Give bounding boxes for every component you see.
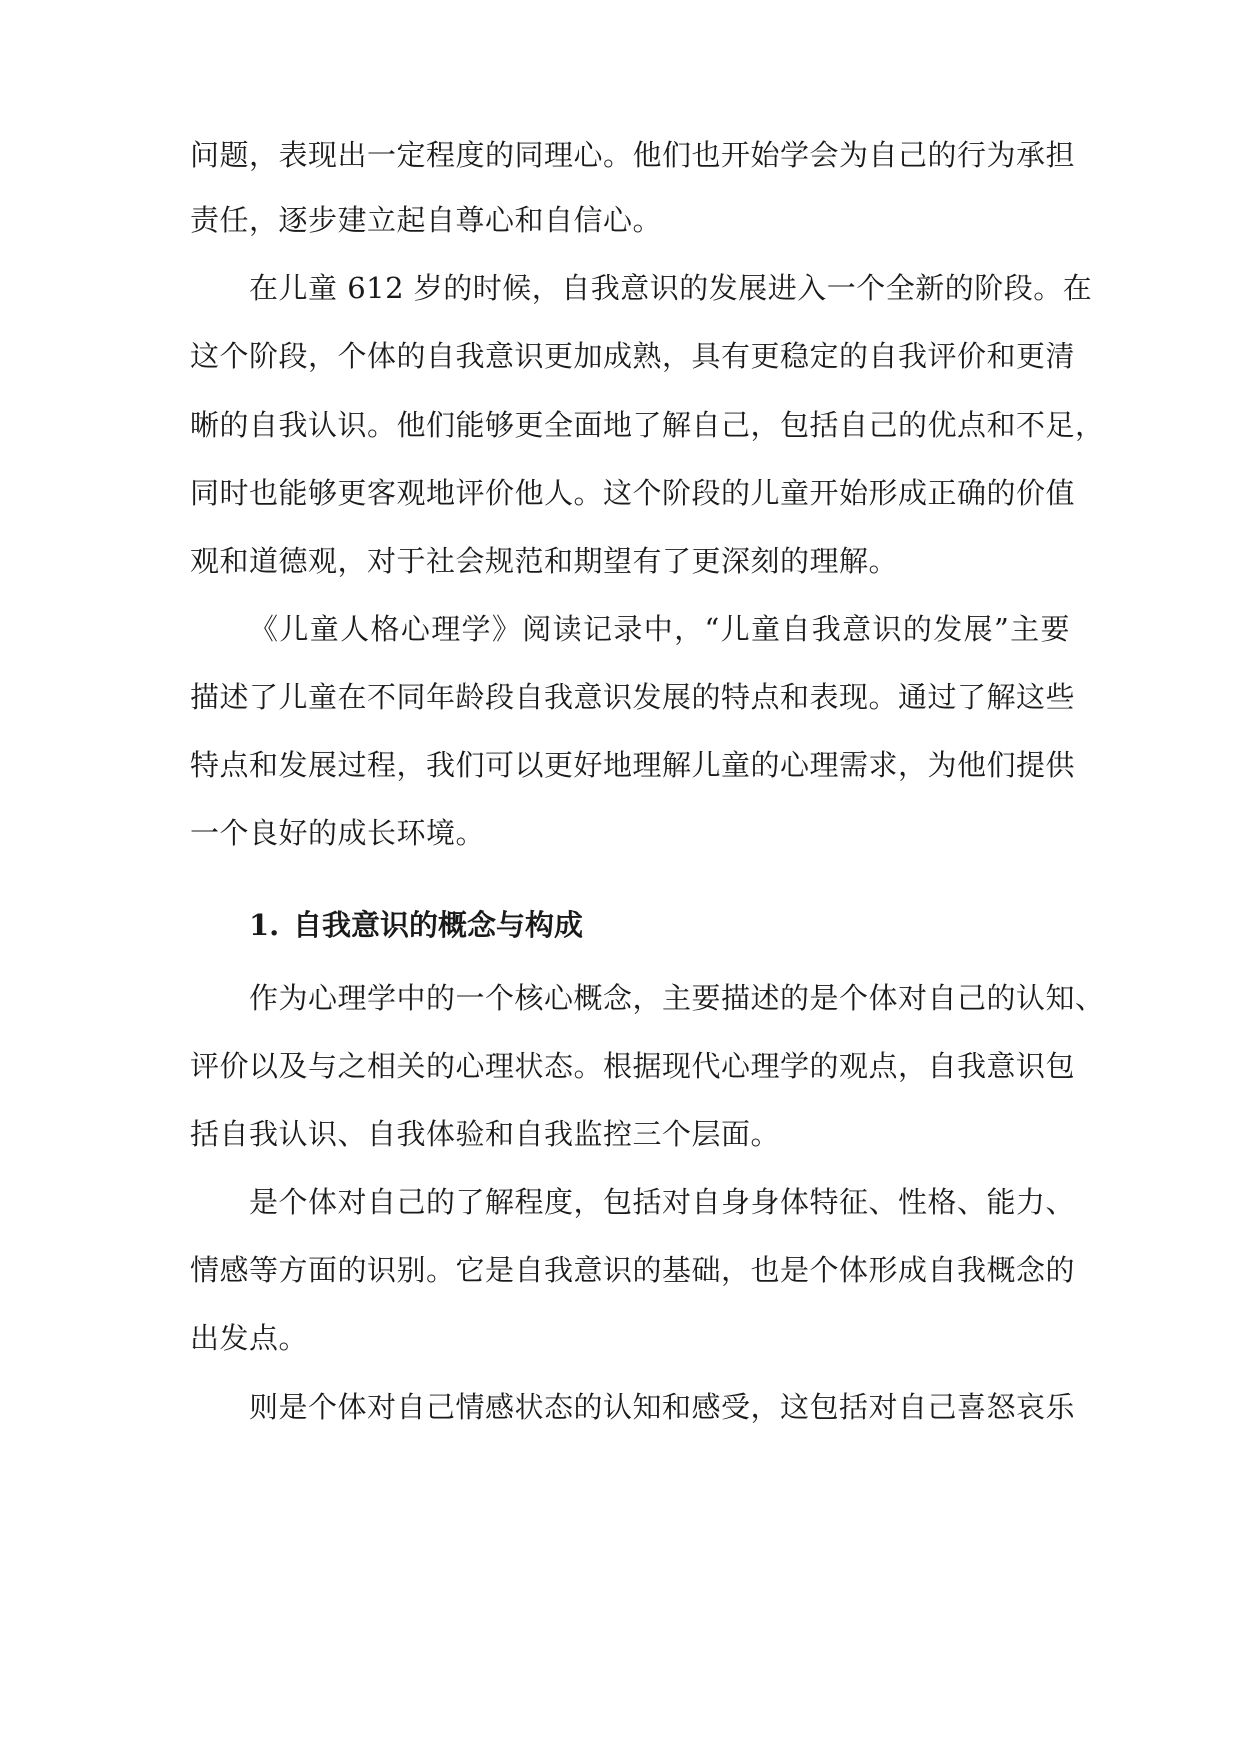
paragraph-line: 评价以及与之相关的心理状态。根据现代心理学的观点，自我意识包 <box>190 1049 1076 1083</box>
paragraph-line: 观和道德观，对于社会规范和期望有了更深刻的理解。 <box>190 544 899 578</box>
paragraph-line: 括自我认识、自我体验和自我监控三个层面。 <box>190 1117 781 1151</box>
paragraph-line: 晰的自我认识。他们能够更全面地了解自己，包括自己的优点和不足， <box>190 408 1105 442</box>
paragraph-line: 责任，逐步建立起自尊心和自信心。 <box>190 203 663 237</box>
paragraph-line: 问题，表现出一定程度的同理心。他们也开始学会为自己的行为承担 <box>190 138 1076 172</box>
paragraph-line: 一个良好的成长环境。 <box>190 816 486 850</box>
paragraph-line: 这个阶段，个体的自我意识更加成熟，具有更稳定的自我评价和更清 <box>190 339 1076 373</box>
paragraph-line: 在儿童 612 岁的时候，自我意识的发展进入一个全新的阶段。在 <box>249 271 1093 305</box>
paragraph-line: 描述了儿童在不同年龄段自我意识发展的特点和表现。通过了解这些 <box>190 680 1076 714</box>
paragraph-line: 《儿童人格心理学》阅读记录中，“儿童自我意识的发展”主要 <box>249 612 1070 646</box>
section-title: 自我意识的概念与构成 <box>293 908 584 942</box>
section-number: 1. <box>249 908 280 942</box>
paragraph-line: 是个体对自己的了解程度，包括对自身身体特征、性格、能力、 <box>249 1185 1076 1219</box>
paragraph-line: 情感等方面的识别。它是自我意识的基础，也是个体形成自我概念的 <box>190 1253 1076 1287</box>
paragraph-line: 作为心理学中的一个核心概念，主要描述的是个体对自己的认知、 <box>249 981 1105 1015</box>
paragraph-line: 则是个体对自己情感状态的认知和感受，这包括对自己喜怒哀乐 <box>249 1390 1076 1424</box>
paragraph-line: 同时也能够更客观地评价他人。这个阶段的儿童开始形成正确的价值 <box>190 476 1076 510</box>
paragraph-line: 出发点。 <box>190 1321 309 1355</box>
paragraph-line: 特点和发展过程，我们可以更好地理解儿童的心理需求，为他们提供 <box>190 748 1076 782</box>
section-heading <box>249 905 583 945</box>
